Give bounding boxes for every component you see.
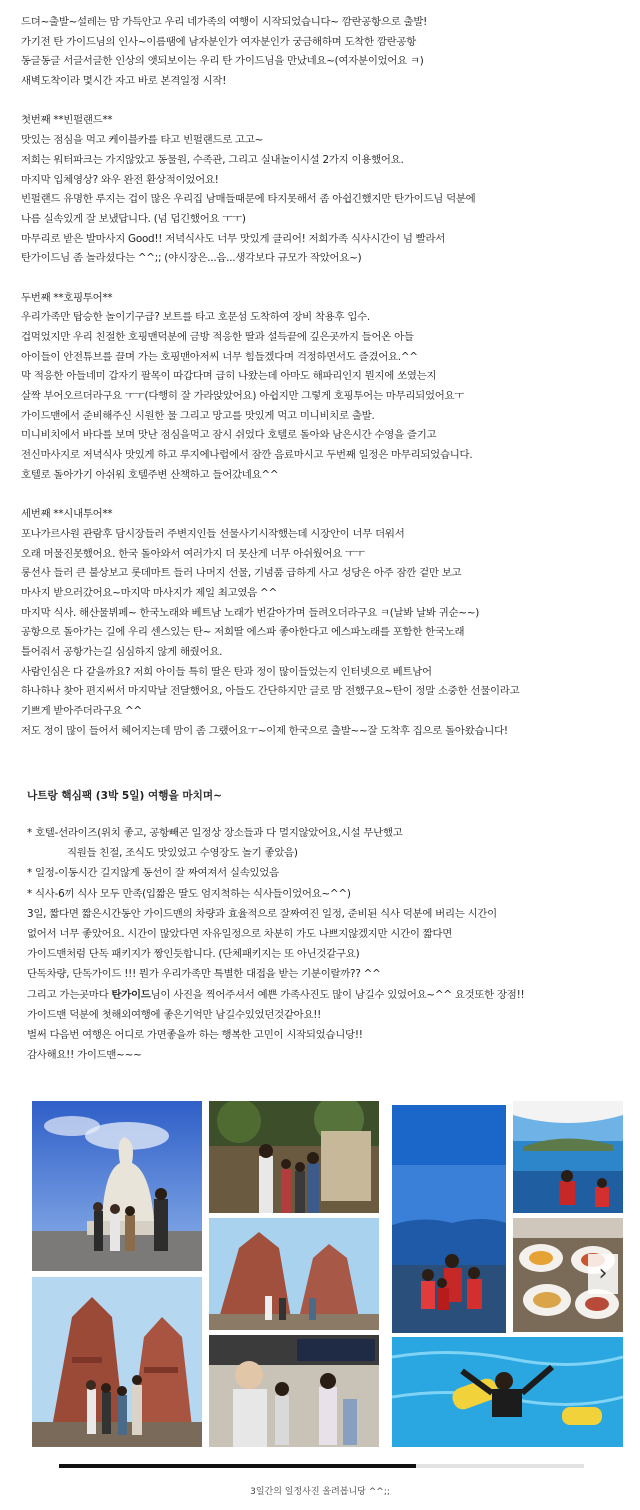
- summary-line: 3일, 짧다면 짧은시간동안 가이드맨의 차량과 효율적으로 잘짜여진 일정, 준비된 식사 덕분에 버리는 시간이: [27, 907, 497, 920]
- summary-text: 님이 사진을 찍어주셔서 예쁜 가족사진도 많이 남길수 있었어요~^^ 요것또한 장점!!: [150, 988, 525, 1001]
- review-line: 마지막 식사. 해산물뷔페~ 한국노래와 베트남 노래가 번갈아가며 들려오더라구요 ㅋ(날봐 날봐 귀순~~): [21, 606, 480, 619]
- review-line: 탄가이드님 좀 놀라셨다는 ^^;; (야시장은...음...생각보다 규모가 작았어요~): [21, 252, 362, 265]
- summary-line: 가이드맨처럼 단독 패키지가 짱인듯합니다. (단체패키지는 또 아닌것같구요): [27, 948, 360, 961]
- review-line: 마사지 받으러갔어요~마지막 마사지가 제일 최고였음 ^^: [21, 586, 277, 599]
- summary-lines: [27, 823, 622, 1065]
- summary-line: 직원들 친절, 조식도 맛있었고 수영장도 놀기 좋았음): [67, 847, 298, 860]
- section-heading: 첫번째 **빈펄랜드**: [21, 114, 113, 127]
- gallery-scrollbar-thumb[interactable]: [59, 1464, 416, 1468]
- summary-line: * 일정-이동시간 길지않게 동선이 잘 짜여져서 실속있었음: [27, 867, 279, 880]
- review-line: 가기전 탄 가이드님의 인사~이름땜에 남자분인가 여자분인가 궁금해하며 도착한 깜란공항: [21, 35, 417, 48]
- photo-gallery: [0, 1098, 640, 1448]
- review-line: 겁먹었지만 우리 친절한 호핑맨덕분에 금방 적응한 딸과 설득끝에 깊은곳까지 들어온 아들: [21, 331, 414, 343]
- review-line: 새벽도착이라 몇시간 자고 바로 본격일정 시작!: [21, 75, 227, 88]
- review-line: 살짝 부어오르더라구요 ㅜㅜ(다행히 잘 가라앉았어요) 아쉽지만 그렇게 호핑투어는 마무리되었어요ㅜ: [21, 390, 465, 403]
- section-heading: 세번째 **시내투어**: [21, 508, 113, 521]
- review-line: 우리가족만 탑승한 놀이기구급? 보트를 타고 호문섬 도착하여 장비 착용후 입수.: [21, 311, 370, 324]
- review-line: 오래 머물진못했어요. 한국 돌아와서 여러가지 더 못산게 너무 아쉬웠어요 ㅜㅜ: [21, 547, 365, 560]
- pool-swimming-photo[interactable]: [392, 1337, 623, 1447]
- gallery-caption: 3일간의 일정사진 올려봅니당 ^^;;: [250, 1487, 390, 1497]
- review-summary: [27, 786, 622, 1065]
- family-cafe-photo[interactable]: [209, 1101, 379, 1213]
- review-line: 저희는 워터파크는 가지않았고 동물원, 수족관, 그리고 실내놀이시설 2가지 이용했어요.: [21, 153, 404, 166]
- review-line: 미니비치에서 바다를 보며 맛난 점심을먹고 잠시 쉬었다 호텔로 돌아와 남은시간 수영을 즐기고: [21, 429, 437, 442]
- section-heading: 두번째 **호핑투어**: [21, 291, 113, 304]
- summary-line: * 식사-6끼 식사 모두 만족(입짧은 딸도 엄지척하는 식사들이었어요~^^): [27, 887, 351, 900]
- ponagar-tower-family-photo[interactable]: [32, 1277, 202, 1447]
- review-line: 기쁘게 받아주더라구요 ^^: [21, 705, 142, 718]
- summary-line: 감사해요!! 가이드맨~~~: [27, 1049, 142, 1062]
- review-line: 맛있는 점심을 먹고 케이블카를 타고 빈펄랜드로 고고~: [21, 134, 264, 147]
- summary-line: 가이드맨 덕분에 첫해외여행에 좋은기억만 남길수있었던것같아요!!: [27, 1008, 322, 1021]
- guide-name-highlight: 탄가이드: [111, 988, 151, 1001]
- review-line: 포나가르사원 관람후 담시장들러 주변지인들 선물사기시작했는데 시장안이 너무 더워서: [21, 527, 405, 540]
- review-body: [21, 13, 621, 741]
- umbrella-beach-photo[interactable]: [513, 1101, 623, 1213]
- summary-line: [27, 985, 622, 1005]
- review-line: 롱선사 들러 큰 불상보고 롯데마트 들러 나머지 선물, 기념품 급하게 사고 성당은 아주 잠깐 겉만 보고: [21, 567, 462, 580]
- summary-title: 나트랑 핵심팩 (3박 5일) 여행을 마치며~: [27, 790, 223, 802]
- summary-line: * 호텔-선라이즈(위치 좋고, 공항빼곤 일정상 장소들과 다 멀지않았어요,시설 무난했고: [27, 827, 403, 839]
- review-line: 드뎌~출발~설레는 맘 가득안고 우리 네가족의 여행이 시작되었습니다~ 깜란공항으로 출발!: [21, 16, 428, 28]
- buddha-statue-family-photo[interactable]: [32, 1101, 202, 1271]
- review-line: 공항으로 돌아가는 길에 우리 센스있는 탄~ 저희딸 에스파 좋아한다고 에스파노래를 포함한 한국노래: [21, 626, 465, 639]
- review-line: 동글동글 서글서글한 인상의 앳되보이는 우리 탄 가이드님을 만났네요~(여자분이었어요 ㅋ): [21, 55, 424, 68]
- airport-family-photo[interactable]: [209, 1335, 379, 1447]
- paragraph-spacer: [21, 486, 621, 506]
- review-line: 가이드맨에서 준비해주신 시원한 물 그리고 망고를 맛있게 먹고 미니비치로 출발.: [21, 409, 375, 422]
- review-line: 저도 정이 많이 들어서 헤어지는데 맘이 좀 그랬어요ㅜ~이제 한국으로 출발~~잘 도착후 집으로 돌아왔습니다!: [21, 724, 508, 737]
- review-line: 막 적응한 아들네미 갑자기 팔목이 따갑다며 급히 나왔는데 아마도 해파리인지 뭔지에 쏘였는지: [21, 370, 437, 383]
- sea-view-snorkel-photo[interactable]: [392, 1105, 506, 1333]
- review-line: 하나하나 찾아 편지써서 마지막날 전달했어요, 아들도 간단하지만 글로 맘 전했구요~탄이 정말 소중한 선물이라고: [21, 685, 520, 698]
- review-line: 틀어줘서 공항가는길 심심하지 않게 해줬어요.: [21, 646, 223, 658]
- review-line: 마무리로 받은 발마사지 Good!! 저녁식사도 너무 맛있게 클리어! 저희가족 식사시간이 넘 빨라서: [21, 232, 446, 245]
- summary-text: 그리고 가는곳마다: [27, 988, 112, 1001]
- summary-line: 벌써 다음번 여행은 어디로 가면좋을까 하는 행복한 고민이 시작되었습니당!!: [27, 1028, 363, 1041]
- summary-line: 없어서 너무 좋았어요. 시간이 많았다면 자유일정으로 차분히 가도 나쁘지않겠지만 시간이 짧다면: [27, 927, 453, 940]
- gallery-next-button[interactable]: ›: [588, 1254, 618, 1294]
- review-line: 나름 실속있게 잘 보냈답니다. (넘 덥긴했어요 ㅜㅜ): [21, 212, 246, 225]
- review-line: 호텔로 돌아가기 아쉬워 호텔주변 산책하고 들어갔네요^^: [21, 468, 279, 481]
- review-line: 사람인심은 다 같을까요? 저희 아이들 특히 딸은 탄과 정이 많이들었는지 인터넷으로 베트남어: [21, 665, 432, 678]
- review-line: 아이들이 안전튜브를 끌며 가는 호핑맨아저씨 너무 힘들겠다며 걱정하면서도 즐겼어요.^^: [21, 350, 418, 363]
- summary-line: 단독차량, 단독가이드 !!! 뭔가 우리가족만 특별한 대접을 받는 기분이랄까?? ^^: [27, 968, 381, 981]
- review-line: 전신마사지로 저녁식사 맛있게 하고 루지에나럽에서 잠깐 음료마시고 두번째 일정은 마무리되었습니다.: [21, 449, 473, 462]
- gallery-scrollbar[interactable]: [59, 1464, 584, 1468]
- paragraph-spacer: [21, 269, 621, 289]
- paragraph-spacer: [21, 92, 621, 112]
- cham-tower-photo[interactable]: [209, 1218, 379, 1330]
- review-line: 마지막 입체영상? 와우 완전 환상적이었어요!: [21, 173, 219, 186]
- review-line: 빈펄랜드 유명한 루지는 겁이 많은 우리집 남매들때문에 타지못해서 좀 아쉽긴했지만 탄가이드님 덕분에: [21, 193, 476, 206]
